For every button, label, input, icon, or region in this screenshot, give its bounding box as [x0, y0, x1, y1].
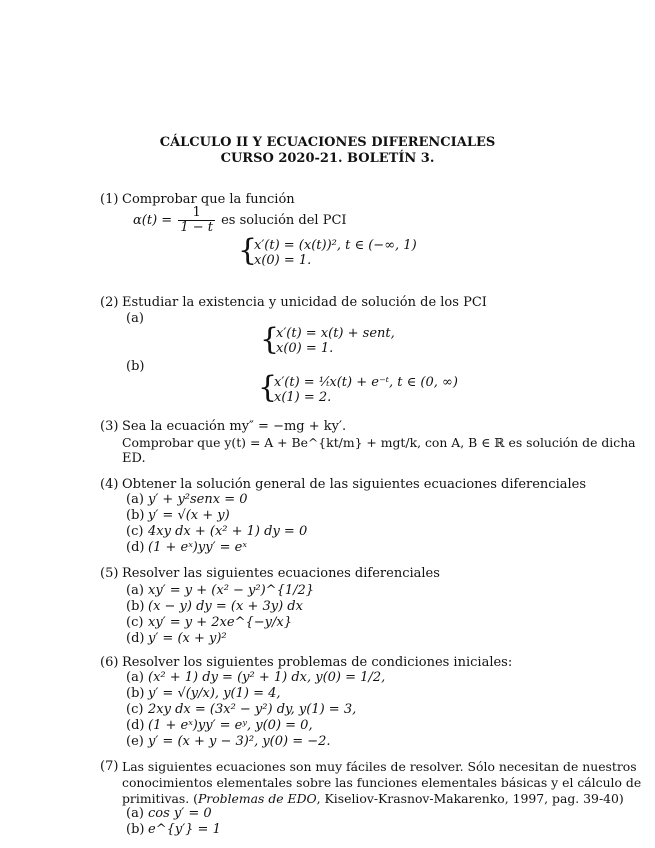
problem-7a-eq: cos y′ = 0 — [148, 806, 212, 821]
problem-3-line-1: Sea la ecuación my″ = −mg + ky′. — [122, 419, 347, 434]
problem-5c-eq: xy′ = y + 2xe^{−y/x} — [148, 615, 292, 630]
problem-7-line-2: conocimientos elementales sobre las funciones elementales básicas y el cálculo de — [122, 775, 642, 790]
problem-6e-eq: y′ = (x + y − 3)², y(0) = −2. — [148, 734, 331, 749]
problem-7-number: (7) — [100, 759, 119, 774]
problem-6d-eq: (1 + eˣ)yy′ = eʸ, y(0) = 0, — [148, 718, 313, 733]
problem-4b-eq: y′ = √(x + y) — [148, 508, 230, 523]
problem-2b-brace: { — [258, 370, 278, 405]
problem-1-brace: { — [238, 233, 258, 268]
problem-2b-sys-line-2: x(1) = 2. — [274, 390, 332, 405]
problem-2b-system — [274, 375, 458, 405]
problem-2a-sys-line-2: x(0) = 1. — [276, 341, 334, 356]
problem-7-book-title: Problemas de EDO — [197, 791, 317, 806]
alpha-frac-num: 1 — [178, 206, 215, 221]
problem-5-number: (5) — [100, 566, 119, 581]
problem-7-line-1: Las siguientes ecuaciones son muy fáciles de resolver. Sólo necesitan de nuestros — [122, 759, 637, 774]
problem-7-line-3a: primitivas. ( — [122, 791, 198, 806]
problem-6-text: Resolver los siguientes problemas de condiciones iniciales: — [122, 655, 513, 670]
problem-4c-label: (c) — [126, 524, 144, 539]
problem-1-sys-line-2: x(0) = 1. — [254, 253, 312, 268]
alpha-after: es solución del PCI — [221, 213, 347, 228]
problem-4d-eq: (1 + eˣ)yy′ = eˣ — [148, 540, 247, 555]
problem-1-system — [254, 238, 417, 268]
problem-6b-eq: y′ = √(y/x), y(1) = 4, — [148, 686, 281, 701]
problem-5-text: Resolver las siguientes ecuaciones diferenciales — [122, 566, 440, 581]
problem-7a-label: (a) — [126, 806, 144, 821]
problem-2-number: (2) — [100, 295, 119, 310]
title-line-2: CURSO 2020-21. BOLETÍN 3. — [220, 151, 435, 166]
problem-2b-sys-line-1: x′(t) = ¹⁄ₜx(t) + e⁻ᵗ, t ∈ (0, ∞) — [274, 375, 458, 390]
problem-5b-eq: (x − y) dy = (x + 3y) dx — [148, 599, 303, 614]
problem-6a-eq: (x² + 1) dy = (y² + 1) dx, y(0) = 1/2, — [148, 670, 386, 685]
problem-6c-label: (c) — [126, 702, 144, 717]
problem-4a-eq: y′ + y²senx = 0 — [148, 492, 248, 507]
problem-4a-label: (a) — [126, 492, 144, 507]
problem-6e-label: (e) — [126, 734, 144, 749]
problem-2a-system — [276, 326, 395, 356]
problem-1-alpha-line — [133, 206, 347, 235]
problem-7-line-3b: , Kiseliov-Krasnov-Makarenko, 1997, pag. 39-40) — [316, 791, 624, 806]
problem-6c-eq: 2xy dx = (3x² − y²) dy, y(1) = 3, — [148, 702, 357, 717]
problem-4b-label: (b) — [126, 508, 145, 523]
problem-5c-label: (c) — [126, 615, 144, 630]
problem-2a-brace: { — [260, 322, 280, 357]
problem-5d-eq: y′ = (x + y)² — [148, 631, 227, 646]
problem-5b-label: (b) — [126, 599, 145, 614]
problem-4-number: (4) — [100, 477, 119, 492]
problem-4c-eq: 4xy dx + (x² + 1) dy = 0 — [148, 524, 308, 539]
problem-2-text: Estudiar la existencia y unicidad de solución de los PCI — [122, 295, 487, 310]
problem-2a-label: (a) — [126, 311, 144, 326]
problem-1-text: Comprobar que la función — [122, 192, 295, 207]
alpha-fraction — [178, 206, 215, 235]
problem-3-line-3: ED. — [122, 451, 146, 466]
problem-7-line-3 — [122, 791, 624, 807]
problem-4-text: Obtener la solución general de las siguientes ecuaciones diferenciales — [122, 477, 587, 492]
problem-5a-eq: xy′ = y + (x² − y²)^{1/2} — [148, 583, 315, 598]
problem-1-sys-line-1: x′(t) = (x(t))², t ∈ (−∞, 1) — [254, 238, 417, 253]
problem-7b-eq: e^{y′} = 1 — [148, 822, 221, 837]
problem-1-number: (1) — [100, 192, 119, 207]
problem-2b-label: (b) — [126, 359, 145, 374]
problem-2a-sys-line-1: x′(t) = x(t) + sent, — [276, 326, 395, 341]
title-line-1: CÁLCULO II Y ECUACIONES DIFERENCIALES — [159, 135, 496, 150]
problem-6a-label: (a) — [126, 670, 144, 685]
problem-3-line-2: Comprobar que y(t) = A + Be^{kt/m} + mgt/k, con A, B ∈ ℝ es solución de dicha — [122, 435, 636, 450]
problem-6-number: (6) — [100, 655, 119, 670]
alpha-frac-den: 1 − t — [180, 220, 213, 235]
problem-5d-label: (d) — [126, 631, 145, 646]
problem-7b-label: (b) — [126, 822, 145, 837]
alpha-lhs: α(t) = — [133, 213, 173, 228]
problem-4d-label: (d) — [126, 540, 145, 555]
problem-6d-label: (d) — [126, 718, 145, 733]
problem-6b-label: (b) — [126, 686, 145, 701]
problem-3-number: (3) — [100, 419, 119, 434]
problem-5a-label: (a) — [126, 583, 144, 598]
